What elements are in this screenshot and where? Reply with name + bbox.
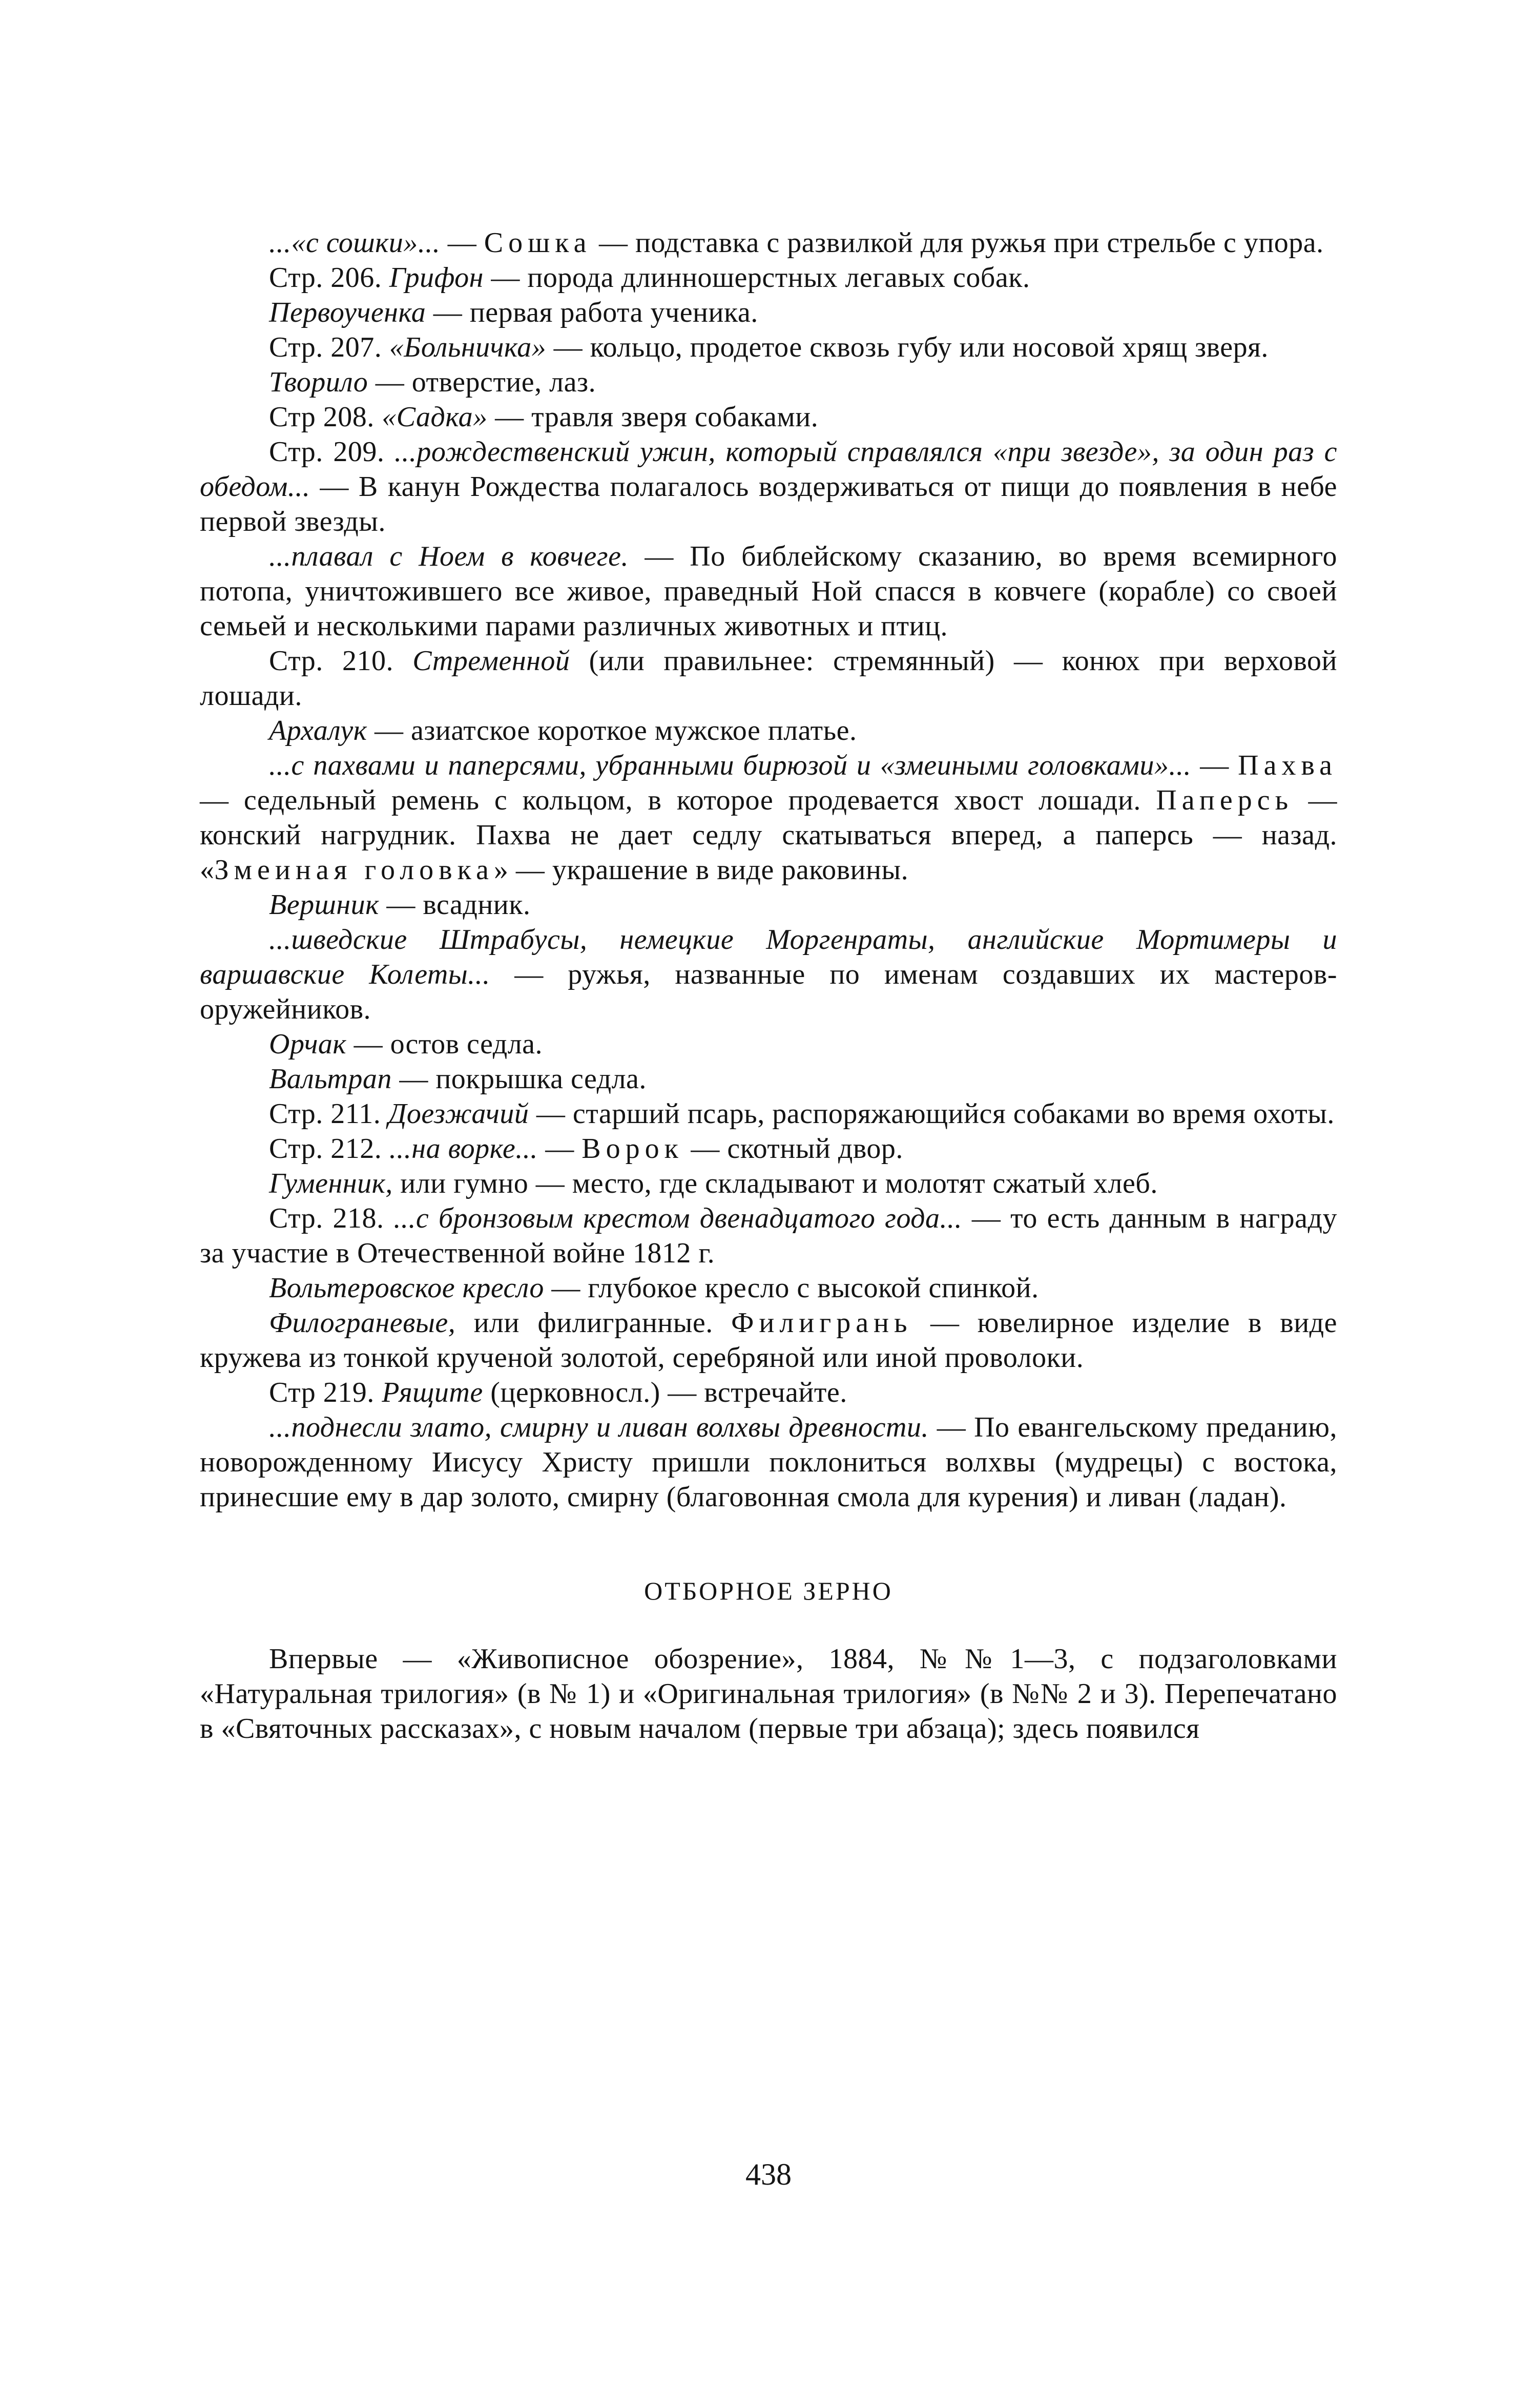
note-term: ...с бронзовым крестом двенадцатого года... [393,1202,963,1234]
note-text: — остов седла. [346,1028,543,1060]
note-term: «Больничка» [389,331,547,363]
note-paragraph [200,1096,1337,1131]
note-term: Орчак [269,1028,347,1060]
note-term: ...шведские Штрабусы, немецкие Моргенраты, английские Мортимеры и варшавские Колеты... [200,924,1337,990]
note-text: — кольцо, продетое сквозь губу или носовой хрящ зверя. [546,331,1269,363]
note-term: Стременной [412,645,570,677]
note-paragraph [200,539,1337,643]
note-paragraph [200,1410,1337,1514]
spaced-term: Змеиная головка [214,854,494,886]
note-text: Стр. 207. [269,331,389,363]
note-paragraph [200,330,1337,365]
note-text: — азиатское короткое мужское платье. [367,715,857,746]
note-paragraph [200,1201,1337,1271]
note-text: Стр 208. [269,401,382,433]
note-paragraph [200,887,1337,922]
note-text: — В канун Рождества полагалось воздерживаться от пищи до появления в небе первой звезды. [200,471,1337,537]
note-term: Архалук [269,715,367,746]
note-term: Гуменник, [269,1168,393,1199]
note-text: — всадник. [379,889,531,921]
note-term: Вершник [269,889,379,921]
note-text: — конский нагрудник. Пахва не дает седлу скатываться вперед, а паперсь — назад. « [200,784,1338,886]
note-paragraph [200,260,1337,295]
note-paragraph [200,1271,1337,1305]
note-paragraph [200,748,1337,887]
note-text: Стр. 210. [269,645,413,677]
note-text: — [440,227,484,259]
note-text: (или правильнее: стремянный) — конюх при верховой лошади. [200,645,1337,712]
intro-paragraph: Впервые — «Живописное обозрение», 1884, №№1—3, с подзаголовками «Натуральная трилогия» (в № 1) и «Оригинальная трилогия» (в №№ 2 и 3). Перепечатано в «Святочных рассказах», с новым началом (первые три абзаца); здесь появился [200,1643,1337,1745]
note-term: ...с пахвами и паперсями, убранными бирюзой и «змеиными головками»... [269,750,1191,781]
spaced-term: Пахва [1238,750,1338,781]
note-text: — покрышка седла. [391,1063,647,1095]
note-text: Стр. 211. [269,1098,388,1130]
note-text: » — украшение в виде раковины. [493,854,909,886]
note-text: — первая работа ученика. [426,297,758,328]
note-paragraph [200,1375,1337,1410]
note-text: — [537,1133,582,1165]
note-text: — то есть данным в награду за участие в Отечественной войне 1812 г. [200,1202,1337,1269]
note-text: — старший псарь, распоряжающийся собаками во время охоты. [529,1098,1335,1130]
note-text: — ружья, названные по именам создавших их мастеров-оружейников. [200,959,1337,1025]
note-text: Стр. 212. [269,1133,389,1165]
note-paragraph [200,1131,1337,1166]
page-number: 438 [745,2157,792,2191]
note-term: ...«с сошки»... [269,227,441,259]
note-text: — травля зверя собаками. [487,401,819,433]
note-term: ...плавал с Ноем в ковчеге. [269,541,629,572]
notes-section [200,225,1337,1514]
note-term: «Садка» [382,401,488,433]
note-term: Доезжачий [388,1098,529,1130]
note-text: — скотный двор. [683,1133,903,1165]
note-text: Стр. 218. [269,1202,394,1234]
commentary-page [200,225,1337,1746]
note-text: Стр. 209. [269,436,394,468]
note-text: — По евангельскому преданию, новорожденному Иисусу Христу пришли поклониться волхвы (мудрецы) с востока, принесшие ему в дар золото, смирну (благовонная смола для курения) и ливан (ладан). [200,1411,1337,1513]
note-text: — седельный ремень с кольцом, в которое продевается хвост лошади. [200,784,1156,816]
note-paragraph [200,365,1337,400]
spaced-term: Сошка [484,227,592,259]
note-paragraph [200,713,1337,748]
note-term: ...поднесли злато, смирну и ливан волхвы древности. [269,1411,929,1443]
note-paragraph [200,1062,1337,1096]
note-paragraph [200,1027,1337,1062]
note-paragraph [200,922,1337,1027]
note-term: ...на ворке... [389,1133,538,1165]
note-text: или гумно — место, где складывают и молотят сжатый хлеб. [392,1168,1158,1199]
note-term: Первоученка [269,297,426,328]
note-term: Филограневые, [269,1307,456,1339]
note-text: (церковносл.) — встречайте. [483,1377,847,1408]
note-term: Рящите [382,1377,483,1408]
note-term: Вольтеровское кресло [269,1272,544,1304]
note-text: — отверстие, лаз. [368,366,596,398]
spaced-term: Паперсь [1156,784,1294,816]
spaced-term: Ворок [581,1133,683,1165]
note-text: или филигранные. [455,1307,732,1339]
note-text: — ювелирное изделие в виде кружева из тонкой крученой золотой, серебряной или иной проволоки. [200,1307,1338,1374]
note-paragraph [200,1166,1337,1201]
note-term: Грифон [389,262,484,294]
section-heading: ОТБОРНОЕ ЗЕРНО [644,1576,893,1605]
spaced-term: Филигрань [731,1307,912,1339]
note-paragraph [200,295,1337,330]
note-text: — [1191,750,1238,781]
note-text: — подставка с развилкой для ружья при стрельбе с упора. [591,227,1324,259]
note-term: ...рождественский ужин, который справлялся «при звезде», за один раз с обедом... [200,436,1337,503]
note-paragraph [200,400,1337,434]
note-text: — порода длинношерстных легавых собак. [483,262,1030,294]
note-text: — глубокое кресло с высокой спинкой. [544,1272,1039,1304]
note-text: — По библейскому сказанию, во время всемирного потопа, уничтожившего все живое, праведный Ной спасся в ковчеге (корабле) со своей семьей и несколькими парами различных животных и птиц. [200,541,1337,642]
note-text: Стр 219. [269,1377,382,1408]
note-paragraph [200,643,1337,713]
note-paragraph [200,1305,1337,1375]
note-paragraph [200,434,1337,539]
note-text: Стр. 206. [269,262,389,294]
note-term: Творило [269,366,368,398]
note-term: Вальтрап [269,1063,392,1095]
note-paragraph [200,225,1337,260]
